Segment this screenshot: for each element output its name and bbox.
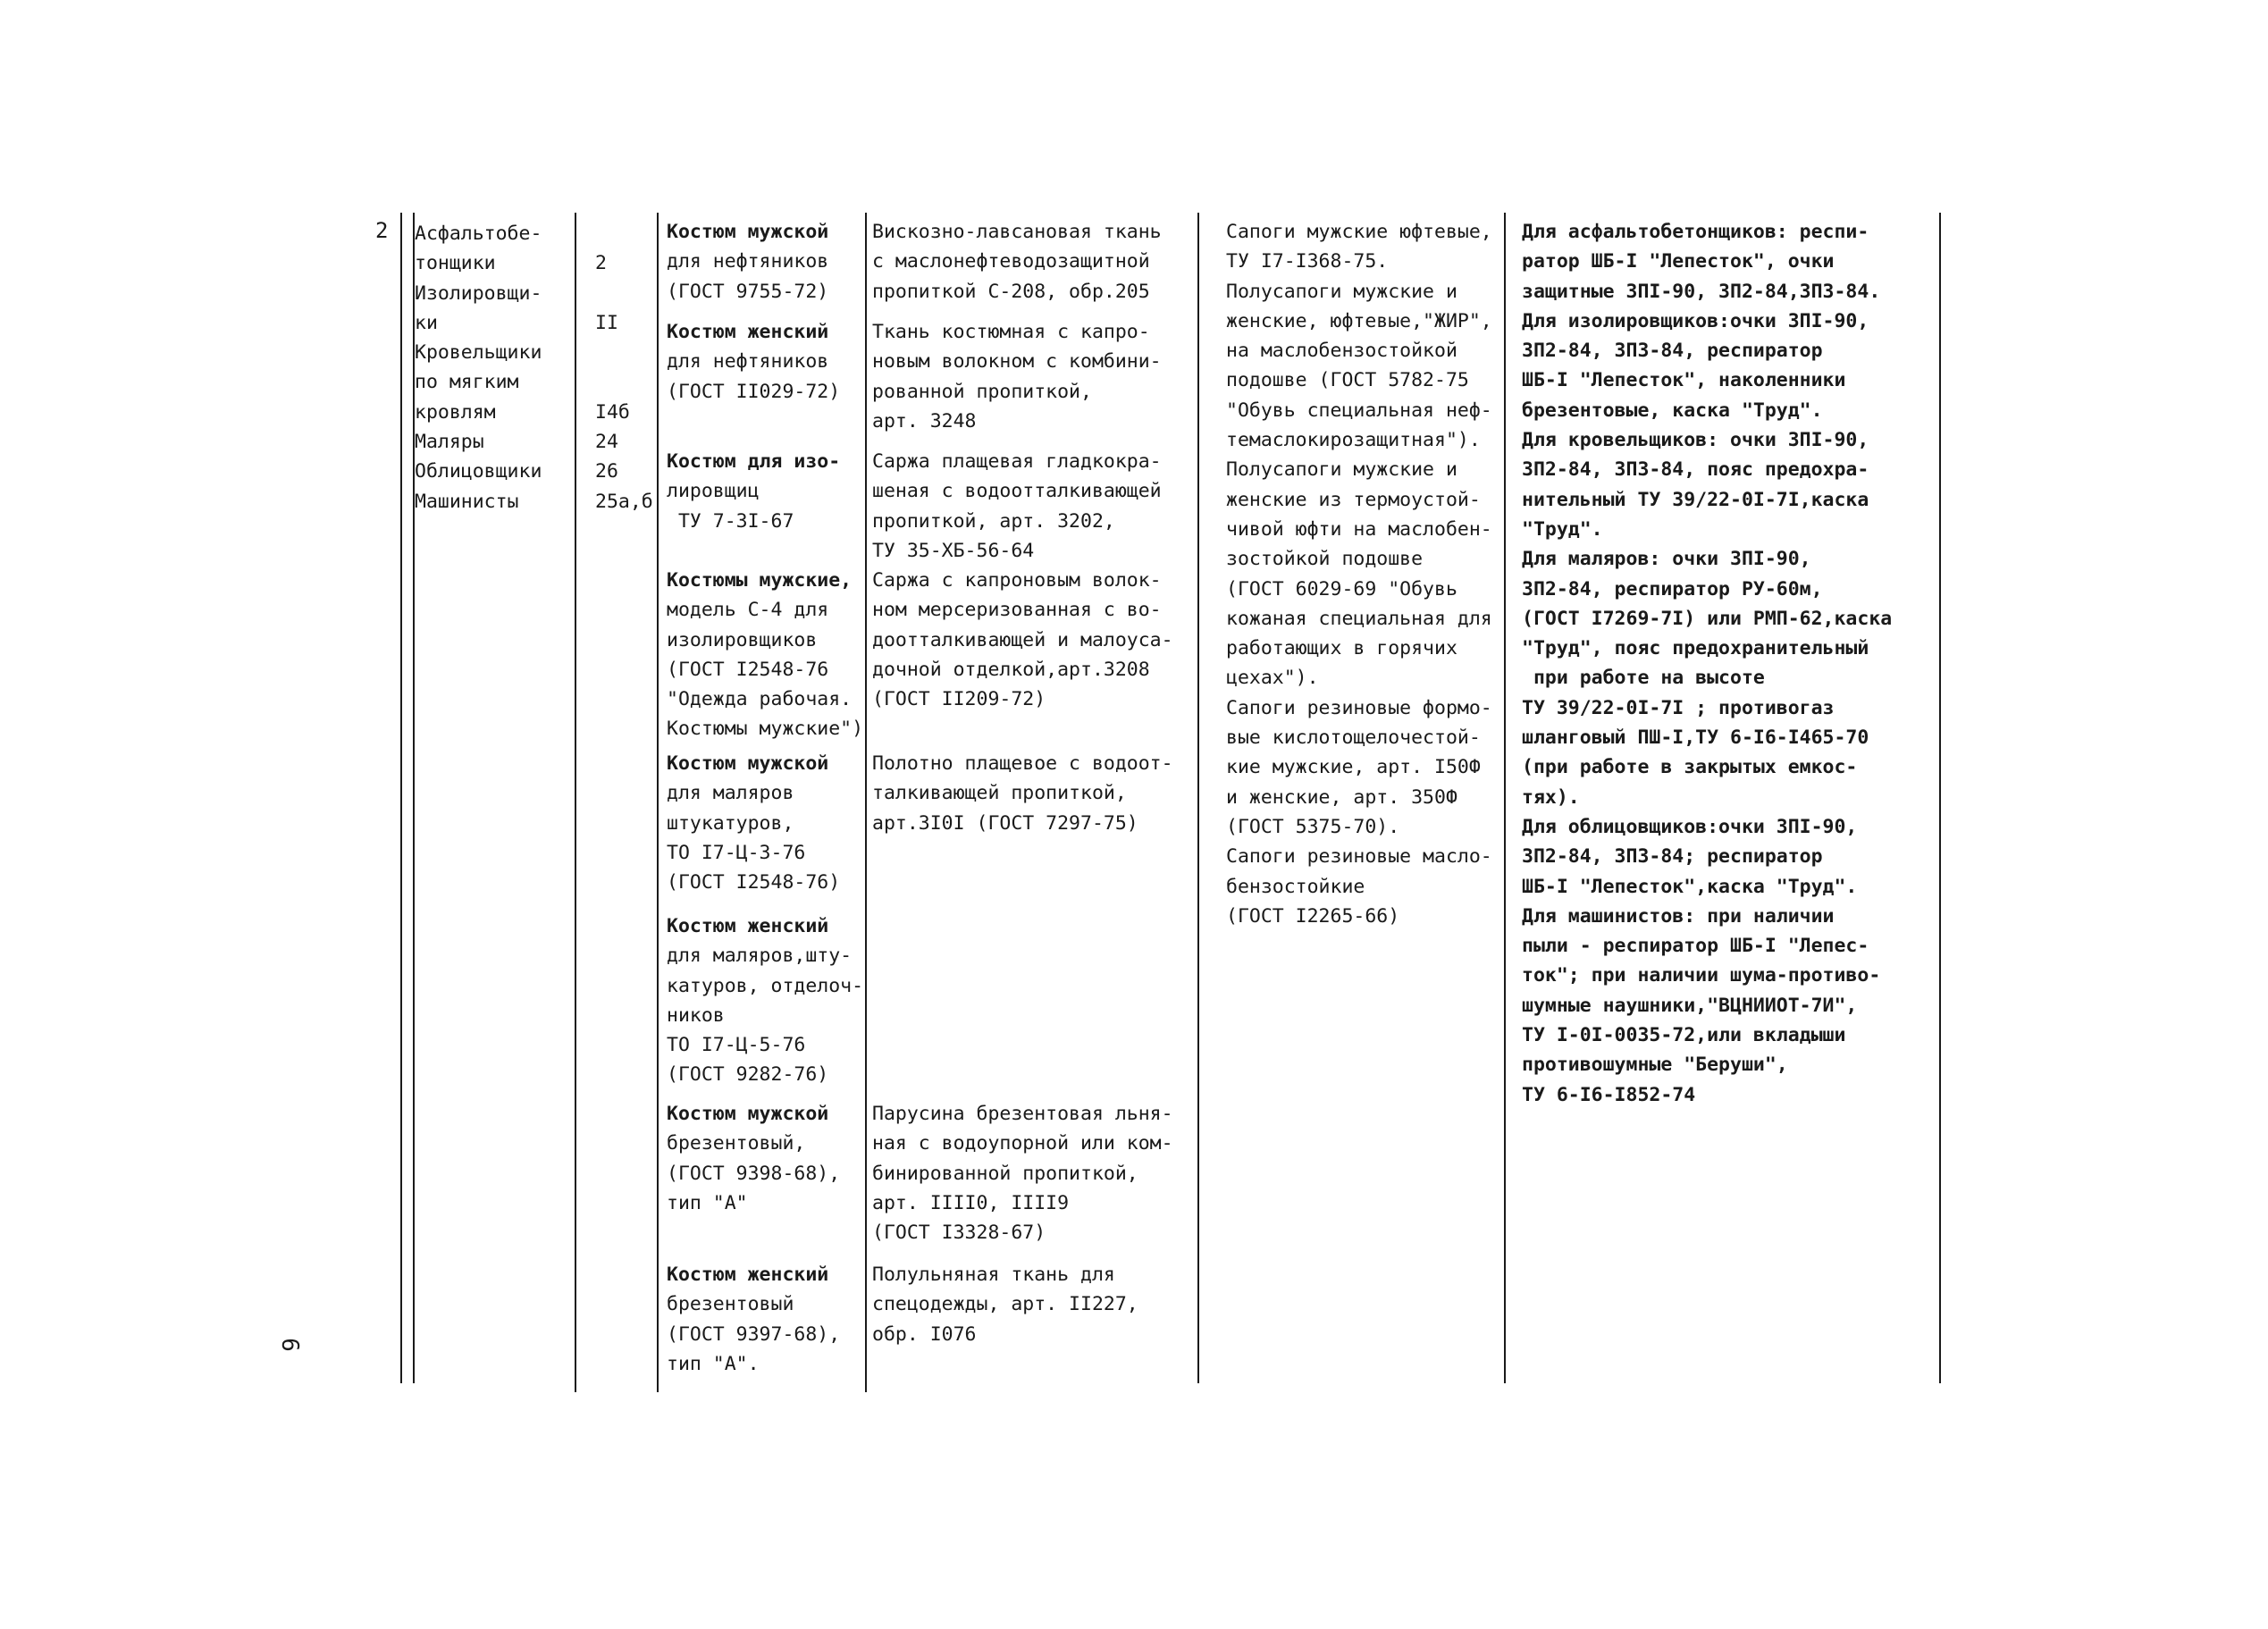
- protection-line: брезентовые, каска "Труд".: [1522, 399, 1823, 422]
- fabric-entry-line: арт. IIII0, IIII9: [872, 1191, 1070, 1214]
- garment-entry-line: ТО I7-Ц-5-76: [667, 1034, 806, 1057]
- protection-line: ток"; при наличии шума-противо-: [1522, 964, 1881, 987]
- protection-line: Для маляров: очки ЗПI-90,: [1522, 548, 1811, 571]
- codes-column: [595, 219, 653, 516]
- rule-7: [1504, 213, 1506, 1383]
- footwear-line: кие мужские, арт. I50Ф: [1226, 756, 1481, 779]
- fabric-entry-line: (ГОСТ II209-72): [872, 688, 1046, 711]
- protection-line: пыли - респиратор ШБ-I "Лепес-: [1522, 935, 1869, 958]
- code-line: [595, 219, 653, 248]
- profession-line: Кровельщики: [415, 341, 542, 365]
- fabric-entry-line: новым волокном с комбини-: [872, 350, 1162, 374]
- footwear-line: (ГОСТ I2265-66): [1226, 904, 1400, 928]
- garment-entry: [667, 447, 840, 536]
- protection-line: нительный ТУ 39/22-0I-7I,каска: [1522, 488, 1869, 511]
- protection-line: ТУ 39/22-0I-7I ; противогаз: [1522, 696, 1835, 719]
- fabric-entry-line: рованной пропиткой,: [872, 380, 1092, 403]
- garment-entry-line: (ГОСТ 9755-72): [667, 280, 829, 303]
- footwear-line: "Обувь специальная неф-: [1226, 399, 1492, 422]
- fabric-entry-line: Саржа плащевая гладкокра-: [872, 450, 1162, 473]
- garment-entry-line: "Одежда рабочая.: [667, 688, 853, 711]
- garment-entry-line: изолировщиков: [667, 628, 818, 651]
- protection-line: при работе на высоте: [1522, 667, 1765, 690]
- garment-entry-line: для нефтяников: [667, 250, 829, 273]
- protection-line: противошумные "Беруши",: [1522, 1054, 1788, 1077]
- protection-line: ратор ШБ-I "Лепесток", очки: [1522, 250, 1835, 273]
- garment-entry: [667, 1260, 840, 1379]
- protection-line: тях).: [1522, 785, 1580, 809]
- garment-entry-line: Костюм женский: [667, 915, 829, 937]
- fabric-entry: [872, 217, 1162, 306]
- footwear-line: (ГОСТ 5375-70).: [1226, 815, 1400, 838]
- protection-line: "Труд", пояс предохранительный: [1522, 637, 1869, 660]
- fabric-entry-line: Полотно плащевое с водоот-: [872, 752, 1173, 775]
- garment-entry-line: катуров, отделоч-: [667, 974, 864, 997]
- rule-3: [575, 213, 576, 1392]
- footwear-line: Сапоги резиновые масло-: [1226, 845, 1492, 869]
- page-number: 6: [275, 1338, 303, 1352]
- garment-entry-line: Костюмы мужские,: [667, 569, 853, 592]
- fabric-entry-line: шеная с водоотталкивающей: [872, 480, 1162, 503]
- garment-entry-line: ТУ 7-3I-67: [667, 509, 794, 533]
- footwear-line: женские из термоустой-: [1226, 488, 1481, 511]
- garment-entry-line: Костюм женский: [667, 1264, 829, 1286]
- footwear-line: женские, юфтевые,"ЖИР",: [1226, 309, 1492, 332]
- garment-entry-line: Костюм мужской: [667, 752, 829, 775]
- garment-entry-line: ников: [667, 1003, 725, 1027]
- code-line: I4б: [595, 400, 630, 424]
- protection-line: ШБ-I "Лепесток", наколенники: [1522, 369, 1846, 392]
- protection-line: ЗП2-84, ЗП3-84, пояс предохра-: [1522, 458, 1869, 482]
- code-line: [595, 279, 653, 308]
- fabric-entry-line: ТУ 35-ХБ-56-64: [872, 539, 1035, 562]
- garment-entry: [667, 217, 828, 306]
- profession-line: Машинисты: [415, 490, 519, 513]
- garment-entry: [667, 911, 863, 1090]
- protection-line: "Труд".: [1522, 517, 1603, 541]
- garment-entry-line: Костюм мужской: [667, 1103, 829, 1125]
- protection-line: ЗП2-84, ЗП3-84, респиратор: [1522, 340, 1823, 363]
- footwear-line: бензостойкие: [1226, 875, 1365, 898]
- fabric-entry-line: Саржа с капроновым волок-: [872, 569, 1162, 592]
- protection-line: Для облицовщиков:очки ЗПI-90,: [1522, 815, 1858, 838]
- protection-line: ЗП2-84, респиратор РУ-60м,: [1522, 577, 1823, 600]
- garment-entry-line: штукатуров,: [667, 811, 794, 835]
- fabric-entry-line: доотталкивающей и малоуса-: [872, 628, 1173, 651]
- garment-entry: [667, 317, 840, 407]
- profession-line: по мягким: [415, 371, 519, 394]
- fabric-entry-line: пропиткой, арт. 3202,: [872, 509, 1115, 533]
- fabric-entry: [872, 749, 1173, 838]
- garment-entry: [667, 1099, 840, 1218]
- fabric-entry-line: с маслонефтеводозащитной: [872, 250, 1150, 273]
- protection-line: ТУ 6-I6-I852-74: [1522, 1083, 1696, 1106]
- footwear-line: зостойкой подошве: [1226, 548, 1424, 571]
- footwear-line: Сапоги мужские юфтевые,: [1226, 221, 1492, 243]
- fabric-entry-line: Парусина брезентовая льня-: [872, 1103, 1173, 1125]
- footwear-line: и женские, арт. 350Ф: [1226, 785, 1457, 809]
- rule-8: [1939, 213, 1941, 1383]
- footwear-line: (ГОСТ 6029-69 "Обувь: [1226, 577, 1457, 600]
- garment-entry-line: (ГОСТ I2548-76): [667, 871, 841, 894]
- code-line: 24: [595, 431, 618, 454]
- garment-entry-line: Костюм для изо-: [667, 450, 841, 473]
- protection-line: шумные наушники,"ВЦНИИОТ-7И",: [1522, 994, 1858, 1017]
- garment-entry-line: лировщиц: [667, 480, 760, 503]
- protection-column: [1522, 217, 1892, 1110]
- garment-entry-line: Костюм женский: [667, 321, 829, 343]
- garment-entry-line: брезентовый,: [667, 1132, 806, 1155]
- fabric-entry-line: талкивающей пропиткой,: [872, 782, 1127, 805]
- professions-column: [415, 219, 542, 516]
- protection-line: ШБ-I "Лепесток",каска "Труд".: [1522, 875, 1858, 898]
- rule-1: [400, 213, 402, 1383]
- footwear-line: Сапоги резиновые формо-: [1226, 696, 1492, 719]
- garment-entry-line: Костюмы мужские"): [667, 718, 864, 741]
- footwear-line: кожаная специальная для: [1226, 607, 1492, 630]
- protection-line: Для кровельщиков: очки ЗПI-90,: [1522, 429, 1869, 452]
- footwear-line: Полусапоги мужские и: [1226, 280, 1457, 303]
- garment-entry-line: ТО I7-Ц-3-76: [667, 841, 806, 864]
- garment-entry-line: тип "А": [667, 1191, 748, 1214]
- code-line: 2: [595, 252, 607, 275]
- garment-entry-line: для маляров: [667, 782, 794, 805]
- fabric-entry-line: ном мерсеризованная с во-: [872, 599, 1162, 622]
- code-line: [595, 338, 653, 367]
- profession-line: Маляры: [415, 431, 484, 454]
- fabric-entry-line: ная с водоупорной или ком-: [872, 1132, 1173, 1155]
- code-line: II: [595, 311, 618, 334]
- garment-entry-line: тип "А".: [667, 1352, 760, 1375]
- footwear-line: цехах").: [1226, 667, 1319, 690]
- protection-line: (при работе в закрытых емкос-: [1522, 756, 1858, 779]
- fabric-entry-line: бинированной пропиткой,: [872, 1162, 1138, 1185]
- protection-line: (ГОСТ I7269-7I) или РМП-62,каска: [1522, 607, 1893, 630]
- garment-entry-line: для маляров,шту-: [667, 945, 853, 968]
- rule-5: [865, 213, 867, 1392]
- protection-line: Для асфальтобетонщиков: респи-: [1522, 221, 1869, 243]
- profession-line: кровлям: [415, 400, 496, 424]
- footwear-line: работающих в горячих: [1226, 637, 1457, 660]
- code-line: 25а,б: [595, 490, 653, 513]
- profession-line: тонщики: [415, 252, 496, 275]
- fabric-entry-line: спецодежды, арт. II227,: [872, 1293, 1138, 1316]
- fabric-entry: [872, 1260, 1138, 1349]
- fabric-entry-line: обр. I076: [872, 1323, 977, 1346]
- protection-line: Для машинистов: при наличии: [1522, 904, 1835, 928]
- profession-line: ки: [415, 311, 438, 334]
- garment-entry-line: (ГОСТ 9397-68),: [667, 1323, 841, 1346]
- fabric-entry-line: Ткань костюмная с капро-: [872, 321, 1150, 343]
- protection-line: ЗП2-84, ЗП3-84; респиратор: [1522, 845, 1823, 869]
- footwear-line: на маслобензостойкой: [1226, 340, 1457, 363]
- fabric-entry: [872, 566, 1173, 714]
- code-line: 26: [595, 460, 618, 483]
- garment-entry-line: (ГОСТ 9282-76): [667, 1063, 829, 1087]
- garment-entry-line: (ГОСТ 9398-68),: [667, 1162, 841, 1185]
- fabric-entry-line: Вискозно-лавсановая ткань: [872, 221, 1162, 243]
- footwear-line: чивой юфти на маслобен-: [1226, 517, 1492, 541]
- garment-entry-line: (ГОСТ II029-72): [667, 380, 841, 403]
- footwear-line: подошве (ГОСТ 5782-75: [1226, 369, 1469, 392]
- footwear-line: ТУ I7-I368-75.: [1226, 250, 1389, 273]
- footwear-column: [1226, 217, 1492, 931]
- fabric-entry-line: Полульняная ткань для: [872, 1264, 1115, 1286]
- fabric-entry-line: (ГОСТ I3328-67): [872, 1222, 1046, 1245]
- garment-entry-line: модель С-4 для: [667, 599, 829, 622]
- protection-line: защитные ЗПI-90, ЗП2-84,ЗП3-84.: [1522, 280, 1881, 303]
- garment-entry-line: брезентовый: [667, 1293, 794, 1316]
- row-number: 2: [375, 218, 389, 243]
- garment-entry: [667, 566, 863, 744]
- profession-line: Изолировщи-: [415, 281, 542, 305]
- garment-entry-line: (ГОСТ I2548-76: [667, 658, 829, 681]
- profession-line: Асфальтобе-: [415, 223, 542, 245]
- code-line: [595, 367, 653, 397]
- fabric-entry-line: арт.3I0I (ГОСТ 7297-75): [872, 811, 1138, 835]
- protection-line: шланговый ПШ-I,ТУ 6-I6-I465-70: [1522, 726, 1869, 750]
- protection-line: Для изолировщиков:очки ЗПI-90,: [1522, 309, 1869, 332]
- profession-line: Облицовщики: [415, 460, 542, 483]
- rule-4: [657, 213, 659, 1392]
- fabric-entry-line: арт. 3248: [872, 409, 977, 432]
- garment-entry-line: Костюм мужской: [667, 221, 829, 243]
- fabric-entry-line: дочной отделкой,арт.3208: [872, 658, 1150, 681]
- garment-entry: [667, 749, 840, 897]
- footwear-line: вые кислотощелочестой-: [1226, 726, 1481, 750]
- footwear-line: темаслокирозащитная").: [1226, 429, 1481, 452]
- fabric-entry: [872, 317, 1162, 436]
- rule-6: [1197, 213, 1199, 1383]
- footwear-line: Полусапоги мужские и: [1226, 458, 1457, 482]
- fabric-entry: [872, 1099, 1173, 1247]
- garment-entry-line: для нефтяников: [667, 350, 829, 374]
- fabric-entry-line: пропиткой С-208, обр.205: [872, 280, 1150, 303]
- fabric-entry: [872, 447, 1162, 566]
- protection-line: ТУ I-0I-0035-72,или вкладыши: [1522, 1024, 1846, 1047]
